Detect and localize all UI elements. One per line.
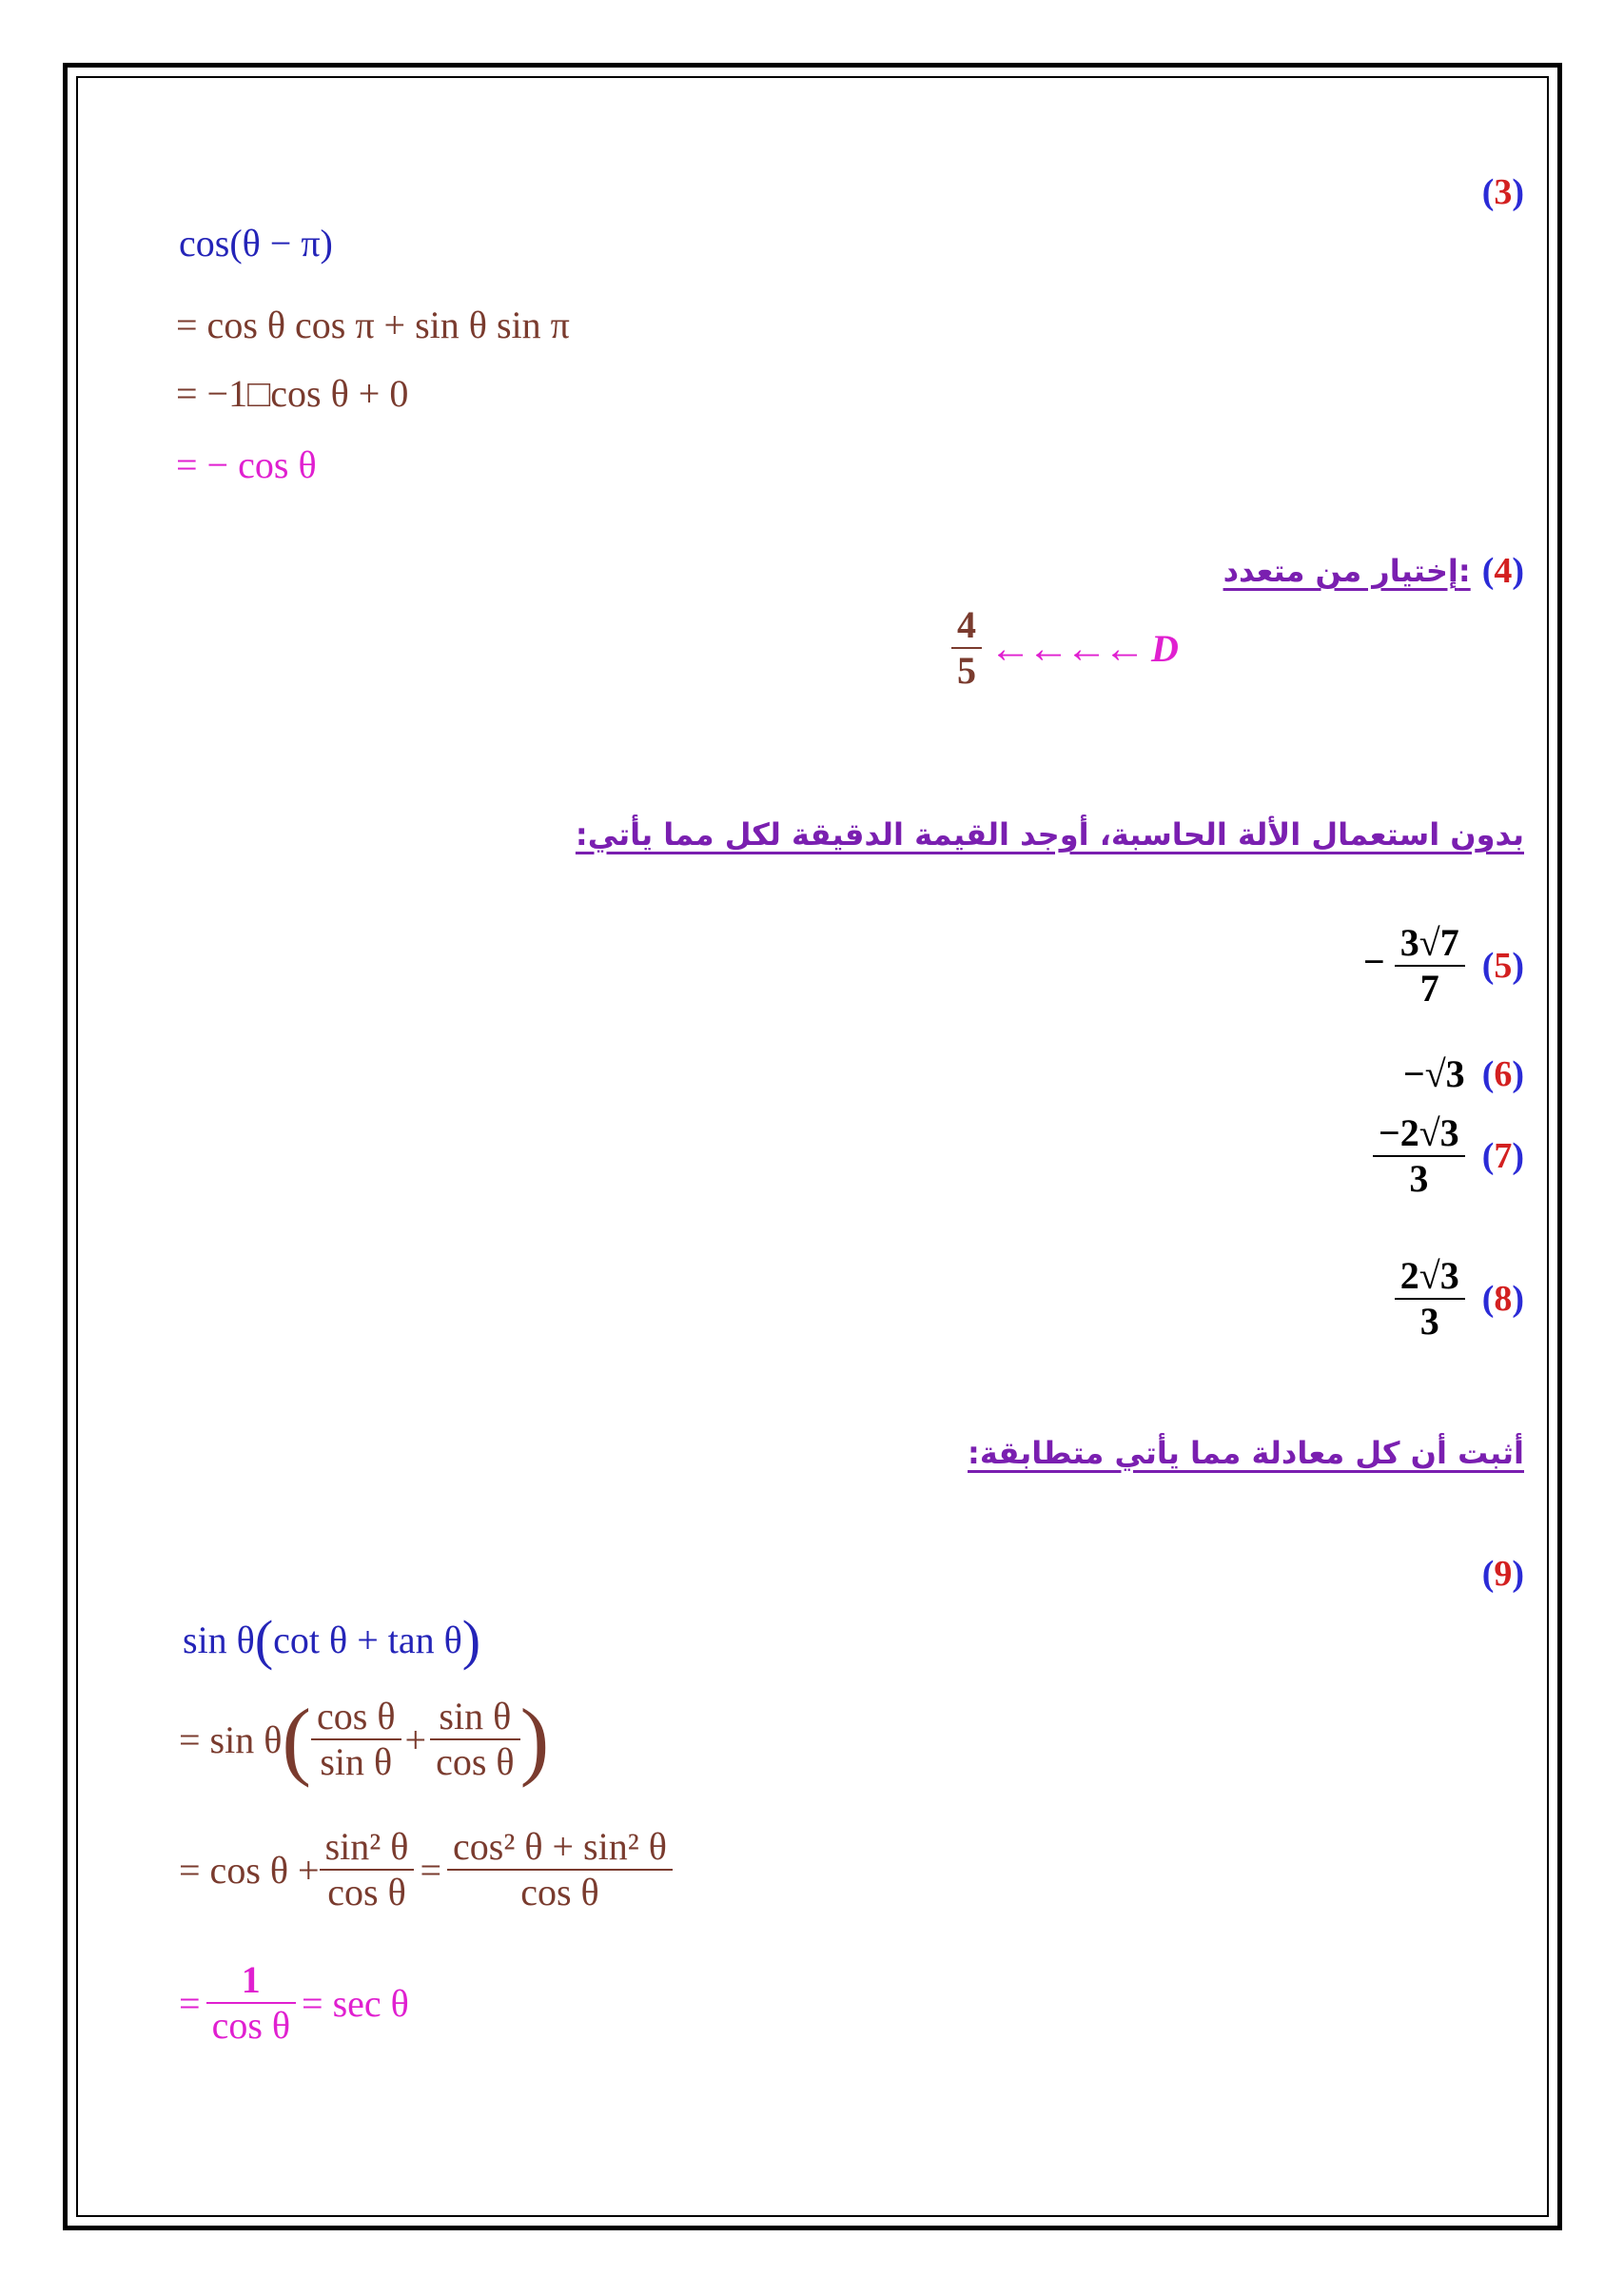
answer-8-fraction: $\frac{2√3}{3}$ — [1395, 1256, 1465, 1342]
q9-line-2-fraction-1: $\frac{\text{cos θ}}{\text{sin θ}}$ — [311, 1697, 401, 1782]
q4-fraction: $\frac{4}{5}$ — [951, 605, 982, 691]
answer-6-number: (6) — [1481, 1053, 1524, 1094]
answer-6 — [1403, 1051, 1524, 1096]
answer-6-value: −√3 — [1402, 1052, 1465, 1095]
answer-5 — [1363, 923, 1524, 1009]
answer-8-number: (8) — [1481, 1279, 1524, 1319]
q4-arrows: ←←←← — [989, 624, 1142, 672]
answer-7-fraction: $\frac{-2√3}{3}$ — [1373, 1113, 1465, 1199]
section-exact-values-heading: بدون استعمال الألة الحاسبة، أوجد القيمة الدقيقة لكل مما يأتي: — [575, 816, 1524, 853]
answer-5-number: (5) — [1481, 946, 1524, 986]
q4-answer — [951, 605, 1179, 691]
q3-line-4: = − cos θ — [176, 443, 317, 486]
answer-5-fraction: $\frac{3√7}{7}$ — [1395, 923, 1465, 1009]
q9-line-4: = $\frac{1}{\text{cos θ}}$ = sec θ — [179, 1958, 409, 2047]
q4-header — [1223, 550, 1524, 592]
q9-line-3-fraction-2: $\frac{\text{cos² θ + sin² θ}}{\text{cos θ}}$ — [447, 1827, 673, 1913]
q4-choice: D — [1151, 626, 1179, 670]
q9-number: (9) — [1481, 1554, 1524, 1594]
answer-7-number: (7) — [1481, 1136, 1524, 1176]
q4-heading: إختيار من متعدد: — [1223, 553, 1471, 589]
q9-line-1: sin θ(cot θ + tan θ) — [183, 1609, 481, 1671]
answer-8 — [1395, 1256, 1524, 1342]
q9-line-4-fraction: $\frac{1}{\text{cos θ}}$ — [206, 1960, 296, 2046]
answer-7 — [1373, 1113, 1524, 1199]
q3-line-1: cos(θ − π) — [179, 222, 333, 265]
q3-line-3: = −1□cos θ + 0 — [176, 372, 409, 415]
q3-line-2: = cos θ cos π + sin θ sin π — [176, 304, 570, 346]
q3-number: (3) — [1481, 172, 1524, 212]
q4-number: (4) — [1481, 551, 1524, 591]
q9-line-3-fraction-1: $\frac{\text{sin² θ}}{\text{cos θ}}$ — [320, 1827, 415, 1913]
q9-line-2: = sin θ ( $\frac{\text{cos θ}}{\text{sin θ}}$ + $\frac{\text{sin θ}}{\text{cos θ}}$ ) — [179, 1691, 550, 1788]
q9-line-3: = cos θ + $\frac{\text{sin² θ}}{\text{cos θ}}$ = $\frac{\text{cos² θ + sin² θ}}{\text{cos θ}}$ — [179, 1827, 673, 1913]
q9-line-2-fraction-2: $\frac{\text{sin θ}}{\text{cos θ}}$ — [430, 1697, 519, 1782]
section-identities-heading: أثبت أن كل معادلة مما يأتي متطابقة: — [968, 1435, 1524, 1471]
answer-5-value: − $\frac{3√7}{7}$ — [1363, 923, 1465, 1009]
